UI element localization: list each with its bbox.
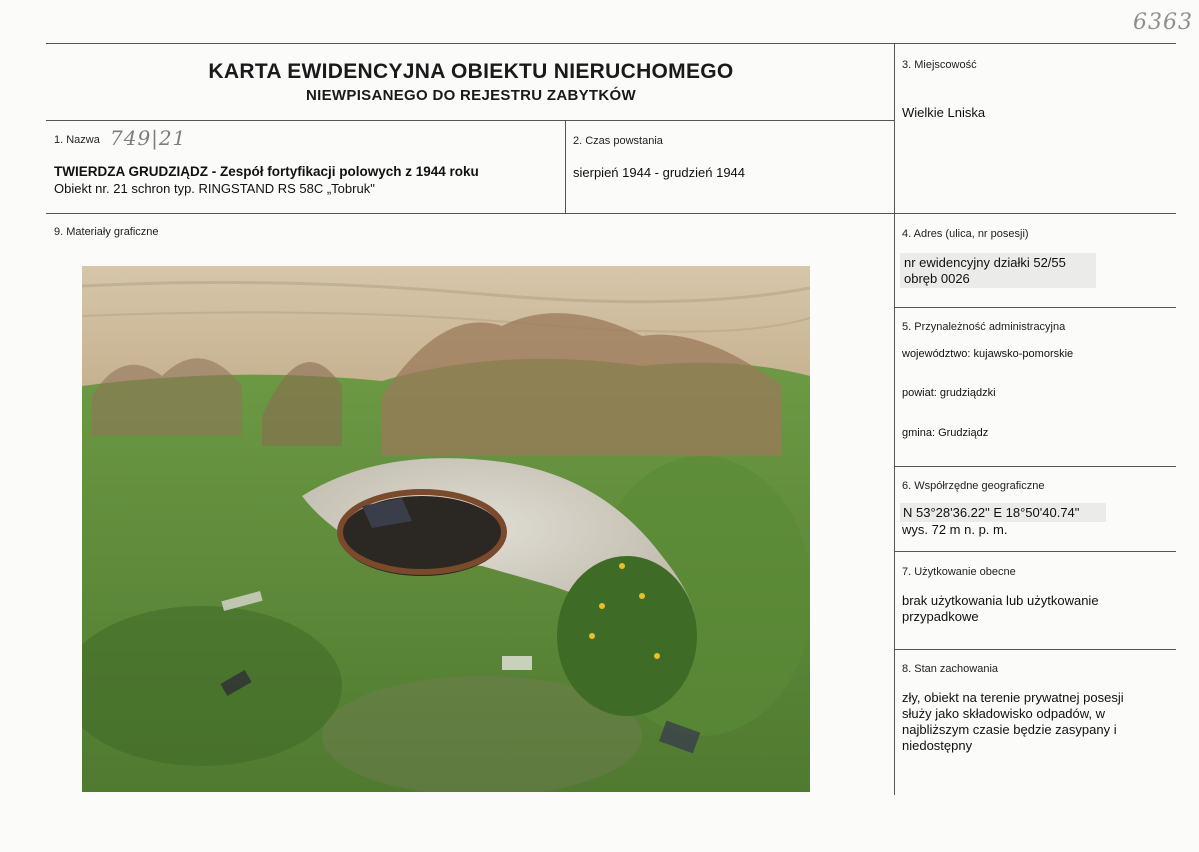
- object-name: TWIERDZA GRUDZIĄDZ - Zespół fortyfikacji polowych z 1944 roku: [54, 164, 479, 179]
- divider-title: [46, 120, 895, 121]
- address-label: 4. Adres (ulica, nr posesji): [902, 228, 1029, 240]
- condition-line-2: służy jako składowisko odpadów, w: [902, 706, 1106, 721]
- condition-line-1: zły, obiekt na terenie prywatnej posesji: [902, 690, 1124, 705]
- photo-illustration: [82, 266, 810, 792]
- divider-admin: [895, 466, 1176, 467]
- condition-line-3: najbliższym czasie będzie zasypany i: [902, 722, 1117, 737]
- usage-line-1: brak użytkowania lub użytkowanie: [902, 593, 1099, 608]
- bunker-photo: [82, 266, 810, 792]
- locality-value: Wielkie Lniska: [902, 105, 986, 120]
- object-detail: Obiekt nr. 21 schron typ. RINGSTAND RS 58C „Tobruk": [54, 181, 375, 196]
- graphics-label: 9. Materiały graficzne: [54, 226, 159, 238]
- divider-name: [46, 213, 1176, 214]
- divider-usage: [895, 649, 1176, 650]
- right-column-border: [894, 43, 895, 795]
- usage-label: 7. Użytkowanie obecne: [902, 566, 1016, 578]
- name-label: 1. Nazwa: [54, 134, 100, 146]
- date-label: 2. Czas powstania: [573, 135, 663, 147]
- divider-coords: [895, 551, 1176, 552]
- county: powiat: grudziądzki: [902, 387, 996, 399]
- voivodeship: województwo: kujawsko-pomorskie: [902, 348, 1074, 360]
- card-title: KARTA EWIDENCYJNA OBIEKTU NIERUCHOMEGO: [208, 60, 734, 83]
- usage-line-2: przypadkowe: [902, 609, 979, 624]
- divider-address: [895, 307, 1176, 308]
- commune: gmina: Grudziądz: [902, 427, 989, 439]
- admin-label: 5. Przynależność administracyjna: [902, 321, 1066, 333]
- condition-label: 8. Stan zachowania: [902, 663, 999, 675]
- coords-value: N 53°28'36.22" E 18°50'40.74": [903, 505, 1080, 520]
- locality-label: 3. Miejscowość: [902, 59, 977, 71]
- coords-label: 6. Współrzędne geograficzne: [902, 480, 1045, 492]
- card-subtitle: NIEWPISANEGO DO REJESTRU ZABYTKÓW: [306, 87, 636, 104]
- divider-name-date: [565, 120, 566, 213]
- altitude-value: wys. 72 m n. p. m.: [902, 522, 1008, 537]
- top-border: [46, 43, 1176, 44]
- address-line-2: obręb 0026: [904, 271, 970, 286]
- handwritten-number: 749|21: [110, 126, 187, 150]
- condition-line-4: niedostępny: [902, 738, 973, 753]
- address-line-1: nr ewidencyjny działki 52/55: [904, 255, 1066, 270]
- archive-number: 6363: [1133, 10, 1193, 35]
- date-value: sierpień 1944 - grudzień 1944: [573, 165, 746, 180]
